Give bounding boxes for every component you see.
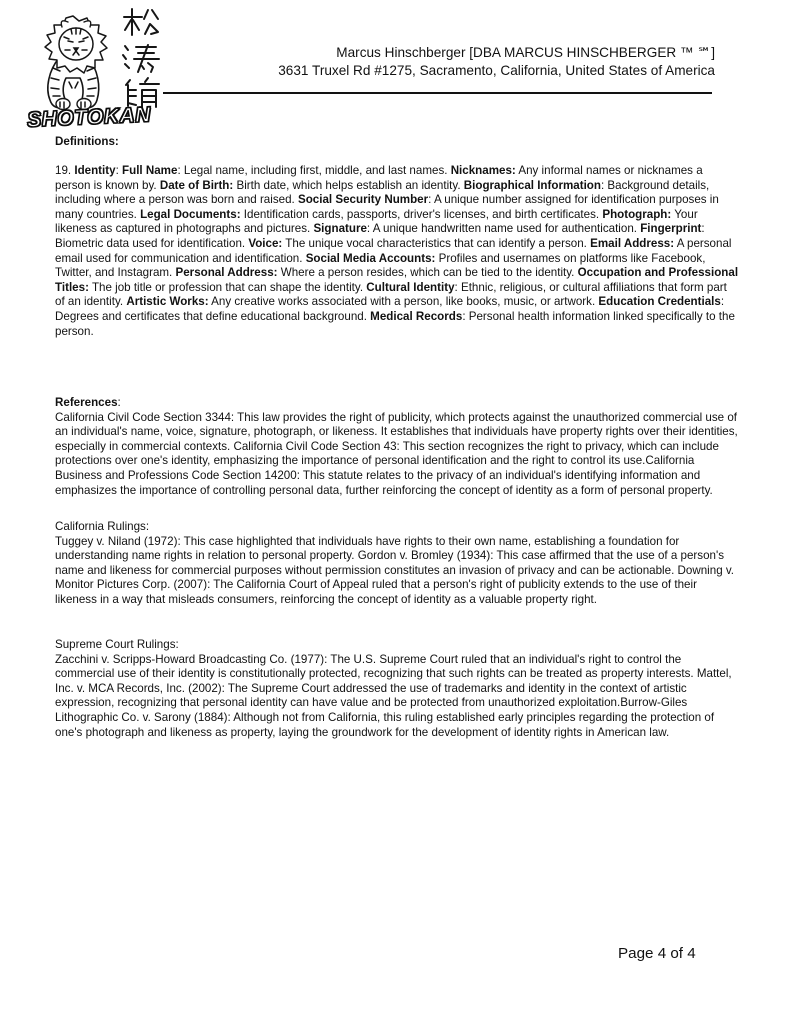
definitions-paragraph: 19. Identity: Full Name: Legal name, including first, middle, and last names. Nicknames: Any informal names or nicknames a person is known by. Date of Birth: Birth date, which helps establish an identity. Biographical Information: Background details, including where a person was born and raised. Social Security Number: A unique number assigned for identification purposes in many countries. Legal Documents: Identification cards, passports, driver's licenses, and birth certificates. Photograph: Your likeness as captured in photographs and pictures. Signature: A unique handwritten name used for authentication. Fingerprint: Biometric data used for identification. Voice: The unique vocal characteristics that can identify a person. Email Address: A personal email used for communication and identification. Social Media Accounts: Profiles and usernames on platforms like Facebook, Twitter, and Instagram. Personal Address: Where a person resides, which can be tied to the identity. Occupation and Professional Titles: The job title or profession that can shape the identity. Cultural Identity: Ethnic, religious, or cultural affiliations that form part of an identity. Artistic Works: Any creative works associated with a person, like books, music, or artwork. Education Credentials: Degrees and certificates that define educational background. Medical Records: Personal health information linked specifically to the person. [55, 164, 739, 338]
supreme-court-heading: Supreme Court Rulings: [55, 638, 179, 651]
shotokan-wordmark: SHOTOKAN [26, 103, 152, 132]
letterhead-address: 3631 Truxel Rd #1275, Sacramento, California, United States of America [278, 63, 715, 78]
letterhead-name: Marcus Hinschberger [DBA MARCUS HINSCHBERGER ™ ℠] [336, 45, 715, 60]
supreme-court-section [55, 638, 739, 740]
header-divider [163, 92, 712, 94]
california-rulings-section [55, 520, 739, 608]
references-paragraph: California Civil Code Section 3344: This law provides the right of publicity, which protects against the unauthorized commercial use of an individual's name, voice, signature, photograph, or likeness. It establishes that individuals have property rights over their identities, especially in commercial contexts. California Civil Code Section 43: This section recognizes the right to privacy, which can include protections over one's identity, emphasizing the importance of personal identification and the right to control its use.California Business and Professions Code Section 14200: This statute relates to the privacy of an individual's identifying information and emphasizes the importance of controlling personal data, further reinforcing the concept of identity as a form of personal property. [55, 410, 738, 497]
page-number: Page 4 of 4 [618, 945, 696, 962]
letterhead [278, 44, 715, 80]
kanji-calligraphy-icon [123, 9, 159, 107]
shotokan-logo [26, 6, 176, 110]
references-heading: References: [55, 396, 121, 409]
references-section [55, 396, 739, 498]
tiger-logo-icon [26, 6, 166, 110]
supreme-court-paragraph: Zacchini v. Scripps-Howard Broadcasting Co. (1977): The U.S. Supreme Court ruled that an individual's right to control the commercial use of their identity is constitutionally protected, recognizing that such rights can be treated as property interests. Mattel, Inc. v. MCA Records, Inc. (2002): The Supreme Court addressed the use of trademarks and identity in the context of artistic expression, recognizing that personal identity can have value and be protected from unauthorized exploitation.Burrow-Giles Lithographic Co. v. Sarony (1884): Although not from California, this ruling established early principles regarding the protection of one's photograph and likeness as property, laying the groundwork for the development of identity rights in American law. [55, 652, 732, 739]
california-rulings-paragraph: Tuggey v. Niland (1972): This case highlighted that individuals have rights to their own name, establishing a foundation for understanding name rights in relation to personal property. Gordon v. Bromley (1934): This case affirmed that the use of a person's name and likeness for commercial purposes without permission constitutes an invasion of privacy and can be actionable. Downing v. Monitor Pictures Corp. (2007): The California Court of Appeal ruled that a person's right of publicity extends to the use of their likeness in a way that misleads consumers, reinforcing the concept of identity as a valuable property right. [55, 534, 735, 606]
definitions-heading: Definitions: [55, 135, 119, 148]
california-rulings-heading: California Rulings: [55, 520, 150, 533]
